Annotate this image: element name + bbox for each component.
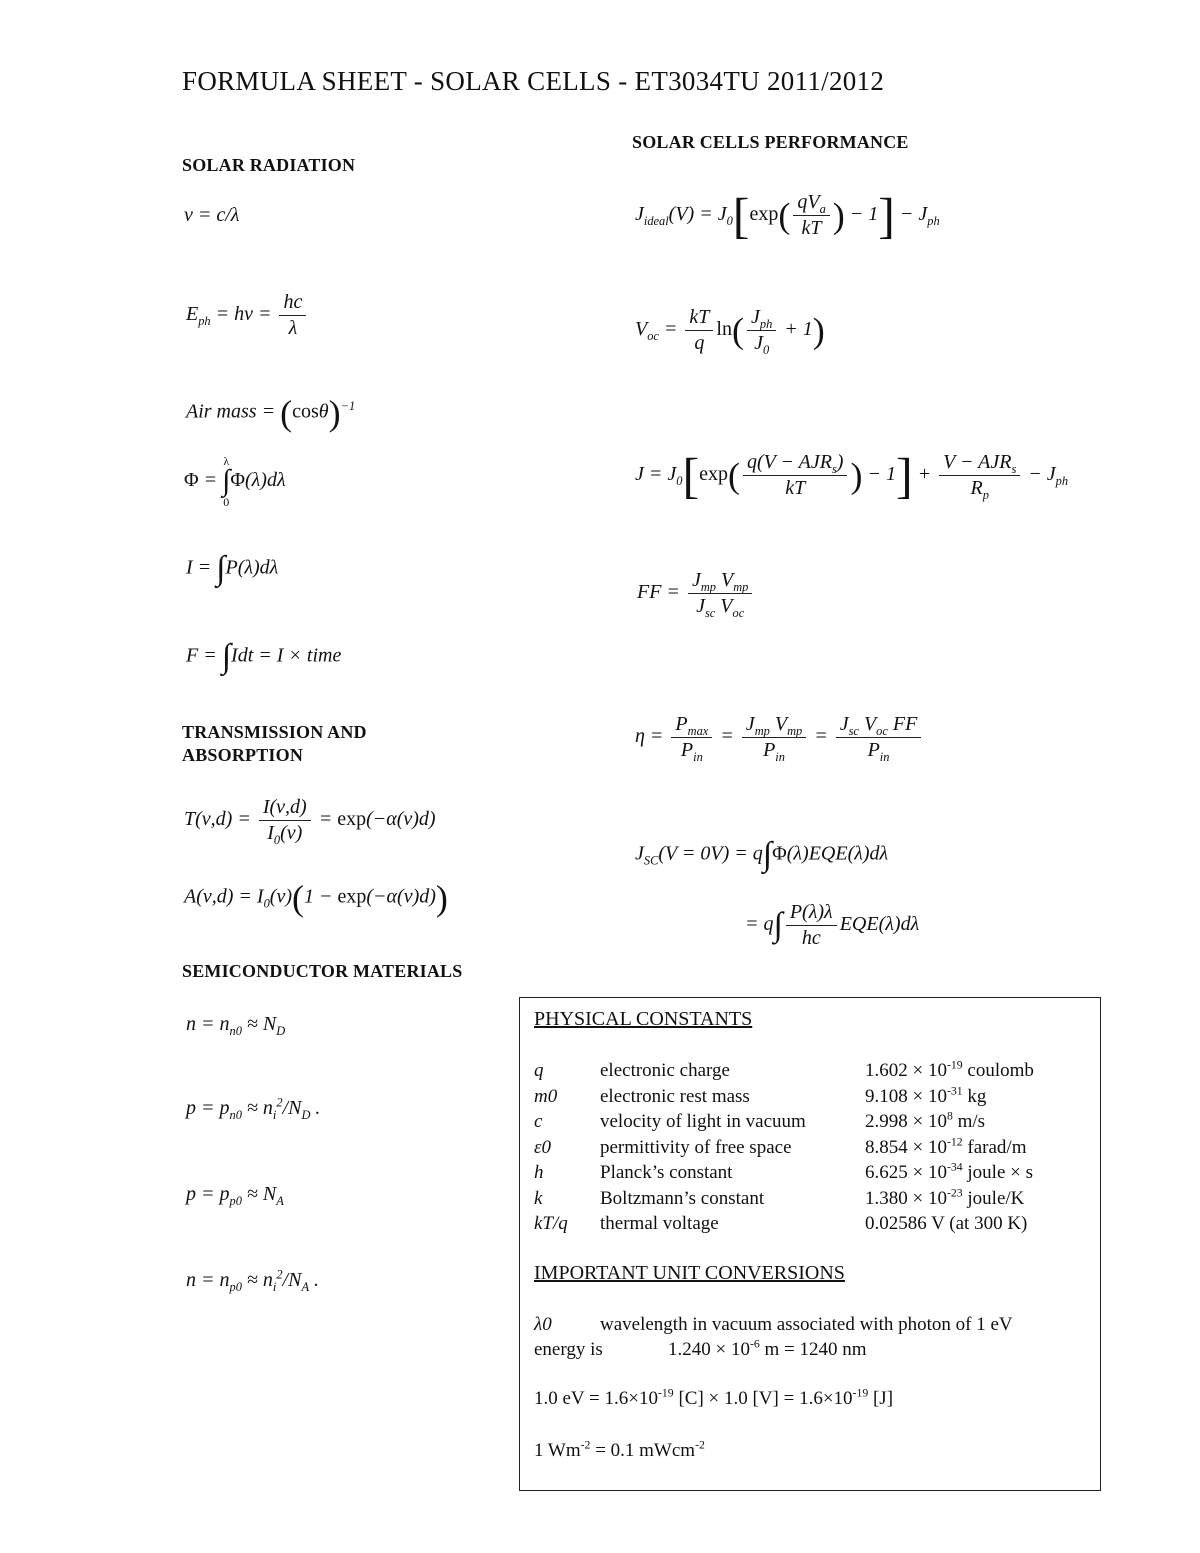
formula-absorption: $A(\nu,d) = I_0(\nu)(1 - \exp(-\alpha(\nu)d))$ (184, 878, 448, 918)
ev-conversion: 1.0 eV = $1.6\times 10^{-19}$ [C] × 1.0 $[V] = 1.6\times 10^{-19}$ [J] (534, 1386, 894, 1409)
formula-irradiance: I = ∫P(λ)dλ (186, 550, 279, 587)
formula-photon-energy: $E_{ph} = h\nu$ = $\frac{hc}{\lambda}$ (186, 290, 309, 341)
formula-fill-factor: FF = $\frac{J_{mp} V_{mp}}{J_{sc} V_{oc}}$ (637, 568, 755, 619)
constant-symbol: q (534, 1060, 544, 1081)
lambda0-description: wavelength in vacuum associated with photon of 1 eV (600, 1314, 1013, 1335)
heading-solar-radiation: SOLAR RADIATION (182, 155, 356, 175)
formula-air-mass: Air mass = $(\cos\theta)^{-1}$ (186, 393, 356, 433)
constant-value: $9.108 \times 10^{-31}$ kg (865, 1084, 987, 1107)
formula-n-type-p: $p = p_{n0} \approx n_i^2/N_D$ . (186, 1095, 321, 1122)
heading-semiconductor: SEMICONDUCTOR MATERIALS (182, 961, 463, 981)
formula-two-diode-current: $J = J_0[\exp$( $\frac{q(V - AJR_s)}{kT}$ ) − 1] + $\frac{V - AJR_s}{R_p}$ − $J_{ph}$ (635, 447, 1069, 504)
formula-photon-flux: Φ = λ ∫ 0 Φ(λ)dλ (184, 454, 286, 509)
formula-frequency: ν = c/λ (184, 204, 240, 226)
formula-p-type-p: $p = p_{p0} \approx N_A$ (186, 1183, 284, 1208)
formula-jsc-power: = q∫ $\frac{P(\lambda)\lambda}{hc}$ EQE(λ)dλ (745, 901, 920, 949)
constant-symbol: h (534, 1162, 544, 1183)
heading-transmission-1: TRANSMISSION AND (182, 722, 367, 742)
formula-transmission: T(ν,d) = $\frac{I(\nu,d)}{I_0(\nu)}$ = exp(−α(ν)d) (184, 796, 436, 847)
constant-symbol: c (534, 1111, 543, 1132)
constant-symbol: kT/q (534, 1213, 568, 1234)
constant-symbol: m0 (534, 1085, 558, 1107)
constant-value: $1.380 \times 10^{-23}$ joule/K (865, 1186, 1025, 1209)
power-conversion: 1 $Wm^{-2} = 0.1$ mWcm$^{-2}$ (534, 1438, 705, 1461)
constant-description: thermal voltage (600, 1213, 719, 1234)
constant-value: $1.602 \times 10^{-19}$ coulomb (865, 1058, 1034, 1081)
constant-value: $6.625 \times 10^{-34}$ joule × s (865, 1160, 1034, 1183)
lambda0-line-2: energy is $1.240 \times 10^{-6}$ m = 1240 nm (534, 1337, 867, 1360)
formula-ideal-current: $J_{ideal}(V) = J_0[\exp$( $\frac{qV_a}{kT}$ ) − $1] - J_{ph}$ (635, 187, 940, 244)
constants-heading: PHYSICAL CONSTANTS (534, 1008, 753, 1030)
formula-n-type-n: $n = n_{n0} \approx N_D$ (186, 1013, 286, 1038)
heading-transmission-2: ABSORPTION (182, 745, 304, 765)
constant-description: velocity of light in vacuum (600, 1111, 806, 1132)
constant-value: $2.998 \times 10^8$ m/s (865, 1109, 986, 1132)
constants-box (519, 997, 1101, 1491)
formula-fluence: F = ∫Idt = I × time (186, 638, 342, 675)
constant-symbol: k (534, 1187, 543, 1209)
formula-efficiency: η = $\frac{P_{max}}{P_{in}}$ = $\frac{J_{mp} V_{mp}}{P_{in}}$ = $\frac{J_{sc} V_{oc} FF}{P_{in}}$ (635, 712, 924, 763)
constant-description: permittivity of free space (600, 1136, 792, 1158)
formula-p-type-n: $n = n_{p0} \approx n_i^2/N_A$ . (186, 1267, 320, 1294)
conversions-heading: IMPORTANT UNIT CONVERSIONS (534, 1262, 845, 1284)
page-title: FORMULA SHEET - SOLAR CELLS - ET3034TU 2011/2012 (182, 66, 885, 96)
constant-value: $8.854 \times 10^{-12}$ farad/m (865, 1135, 1027, 1158)
heading-performance: SOLAR CELLS PERFORMANCE (632, 132, 909, 152)
formula-jsc-flux: $J_{SC}(V = 0V) = q\int\Phi(\lambda)EQE(\lambda)d\lambda$ (635, 836, 889, 873)
constant-symbol: ε0 (534, 1136, 551, 1158)
constant-description: Planck’s constant (600, 1162, 733, 1183)
formula-voc: $V_{oc}$ = $\frac{kT}{q}$ ln( $\frac{J_{ph}}{J_0}$ + 1) (635, 306, 825, 357)
constant-description: Boltzmann’s constant (600, 1187, 765, 1209)
constant-description: electronic charge (600, 1060, 730, 1081)
lambda0-symbol: λ0 (534, 1314, 552, 1335)
constant-value: 0.02586 V (at 300 K) (865, 1213, 1028, 1234)
constant-description: electronic rest mass (600, 1085, 750, 1107)
lambda0-line-1 (534, 1314, 1013, 1336)
